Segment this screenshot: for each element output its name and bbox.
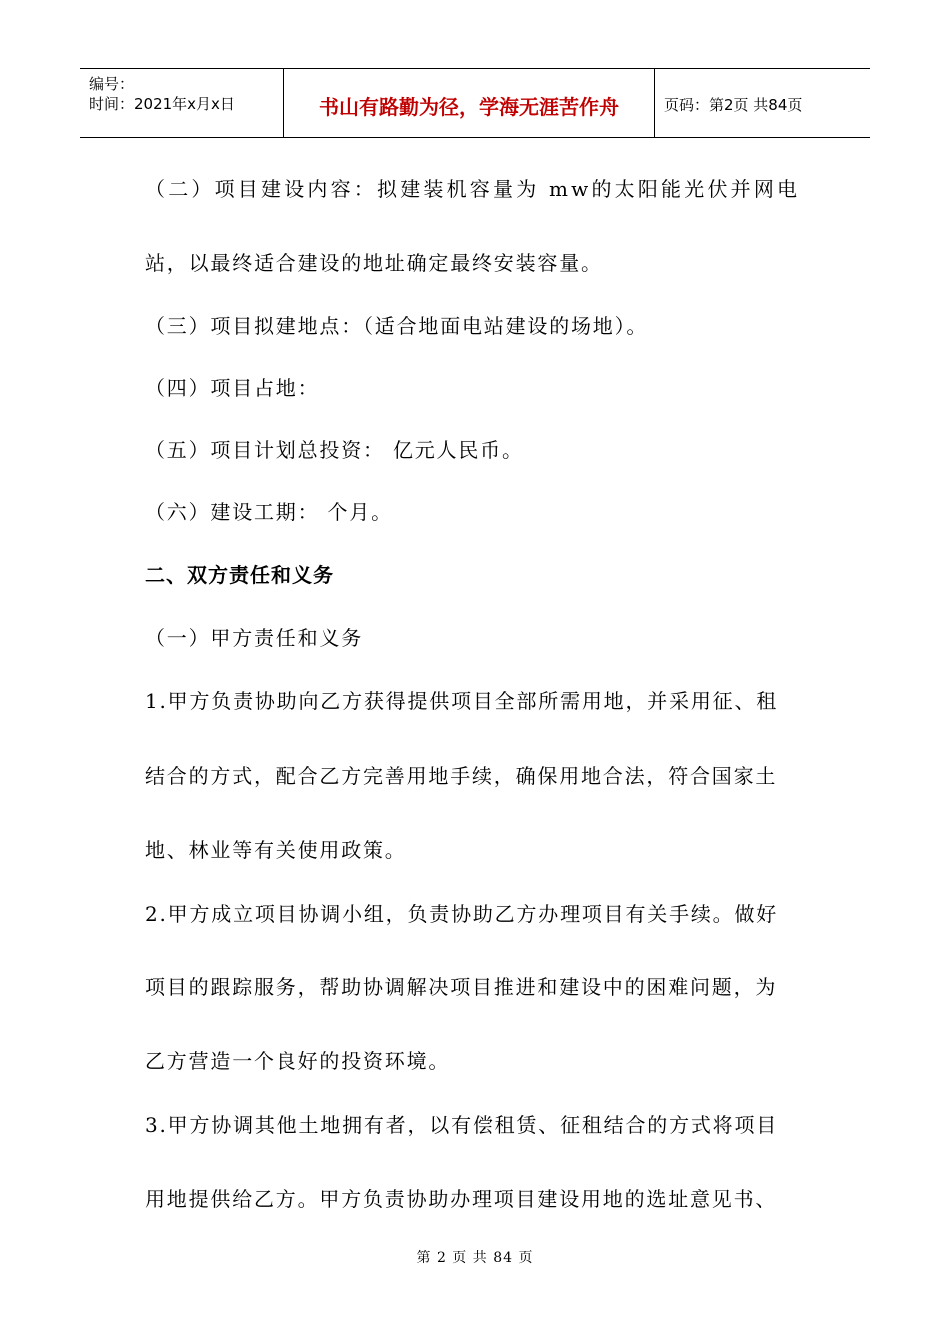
text-line: （三）项目拟建地点：（适合地面电站建设的场地）。 xyxy=(145,314,649,338)
text-line: 项目的跟踪服务，帮助协调解决项目推进和建设中的困难问题，为 xyxy=(145,975,778,999)
header-motto: 书山有路勤为径，学海无涯苦作舟 xyxy=(319,95,619,119)
text-line: 用地提供给乙方。甲方负责协助办理项目建设用地的选址意见书、 xyxy=(145,1187,778,1211)
text-line: 结合的方式，配合乙方完善用地手续，确保用地合法，符合国家土 xyxy=(145,764,778,788)
text-line: （六）建设工期： 个月。 xyxy=(145,500,393,524)
header-table xyxy=(80,68,870,138)
header-page-number: 页码：第2页 共84页 xyxy=(664,96,803,114)
page-footer: 第 2 页 共 84 页 xyxy=(416,1250,534,1266)
text-line: （二）项目建设内容：拟建装机容量为 mw的太阳能光伏并网电 xyxy=(145,177,801,201)
text-line: 3.甲方协调其他土地拥有者，以有偿租赁、征租结合的方式将项目 xyxy=(145,1113,779,1137)
text-line: 地、林业等有关使用政策。 xyxy=(145,838,407,862)
section-heading: 二、双方责任和义务 xyxy=(145,563,334,587)
text-line: 2.甲方成立项目协调小组，负责协助乙方办理项目有关手续。做好 xyxy=(145,902,779,926)
text-line: 1.甲方负责协助向乙方获得提供项目全部所需用地，并采用征、租 xyxy=(145,689,779,713)
document-number: 编号： xyxy=(89,75,135,93)
text-line: 乙方营造一个良好的投资环境。 xyxy=(145,1049,451,1073)
header-info-cell xyxy=(80,69,284,137)
header-page-cell xyxy=(656,69,870,137)
text-line: （四）项目占地： xyxy=(145,376,320,400)
text-line: 站，以最终适合建设的地址确定最终安装容量。 xyxy=(145,251,603,275)
document-date: 时间：2021年x月x日 xyxy=(89,95,235,113)
header-motto-cell xyxy=(284,69,655,137)
subsection-heading: （一）甲方责任和义务 xyxy=(145,626,363,650)
text-line: （五）项目计划总投资： 亿元人民币。 xyxy=(145,438,524,462)
